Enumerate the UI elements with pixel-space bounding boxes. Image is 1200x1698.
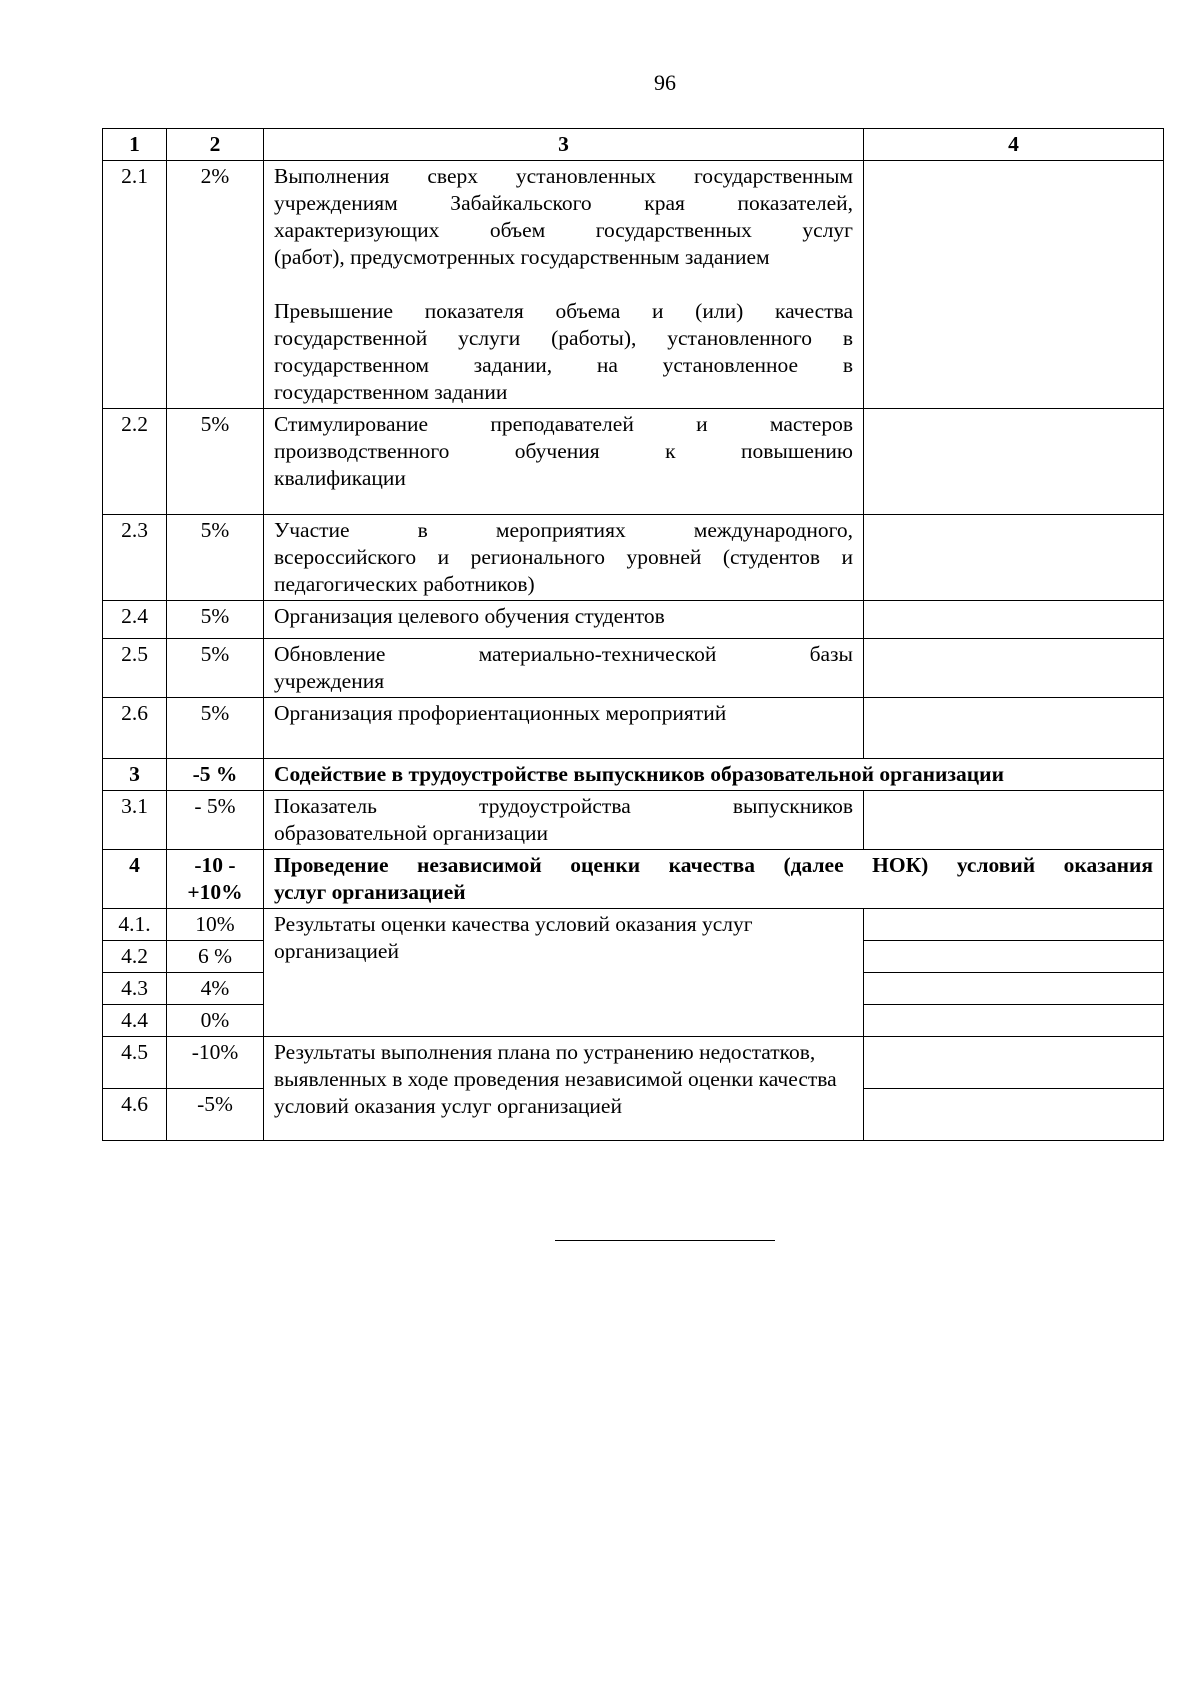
row-number: 4.4 [103,1005,167,1037]
percent-line: -10 - [194,853,236,877]
text-line: характеризующих объем государственных услуг [274,218,853,242]
row-description [264,409,864,515]
header-col-4: 4 [864,129,1164,161]
section-title: Содействие в трудоустройстве выпускников образовательной организации [264,759,1164,791]
row-empty-cell [864,973,1164,1005]
section-title [264,850,1164,909]
row-percent: 5% [167,515,264,601]
text-line: Участие в мероприятиях международного, [274,518,853,542]
row-empty-cell [864,639,1164,698]
text-line: Обновление материально-технической базы [274,642,853,666]
text-line: Показатель трудоустройства выпускников [274,794,853,818]
row-description [264,639,864,698]
row-empty-cell [864,515,1164,601]
text-line: производственного обучения к повышению [274,439,853,463]
row-number: 3.1 [103,791,167,850]
row-number: 2.2 [103,409,167,515]
text-line: учреждения [274,669,385,693]
row-number: 4.1. [103,909,167,941]
row-number: 2.1 [103,161,167,409]
row-percent: -5% [167,1089,264,1141]
text-line: Проведение независимой оценки качества (далее НОК) условий оказания [274,853,1153,877]
table-row [103,791,1164,850]
text-line: Стимулирование преподавателей и мастеров [274,412,853,436]
row-percent: 5% [167,639,264,698]
percent-line: +10% [187,880,243,904]
table-header-row [103,129,1164,161]
row-number: 4.3 [103,973,167,1005]
text-line: педагогических работников) [274,572,535,596]
header-col-2: 2 [167,129,264,161]
table-row [103,161,1164,409]
row-number: 4.6 [103,1089,167,1141]
text-line: образовательной организации [274,821,548,845]
row-empty-cell [864,941,1164,973]
table-row [103,515,1164,601]
text-line: государственной услуги (работы), установленного в [274,326,853,350]
row-empty-cell [864,409,1164,515]
table-row [103,601,1164,639]
section-percent: -5 % [167,759,264,791]
row-empty-cell [864,909,1164,941]
table-section-row [103,759,1164,791]
text-line: учреждениям Забайкальского края показателей, [274,191,853,215]
row-percent: 4% [167,973,264,1005]
row-number: 2.4 [103,601,167,639]
row-description: Организация профориентационных мероприятий [264,698,864,759]
row-percent: - 5% [167,791,264,850]
table-row [103,409,1164,515]
row-description: Результаты оценки качества условий оказания услуг организацией [264,909,864,1037]
row-percent: 10% [167,909,264,941]
row-empty-cell [864,601,1164,639]
row-empty-cell [864,1089,1164,1141]
table-section-row [103,850,1164,909]
header-col-1: 1 [103,129,167,161]
row-percent: 2% [167,161,264,409]
row-number: 4.5 [103,1037,167,1089]
text-line: Превышение показателя объема и (или) качества [274,299,853,323]
table-row [103,639,1164,698]
row-percent: 5% [167,409,264,515]
text-line: государственном задании, на установленное в [274,353,853,377]
section-number: 3 [103,759,167,791]
header-col-3: 3 [264,129,864,161]
table-row [103,1037,1164,1089]
text-line: государственном задании [274,380,508,404]
row-description [264,515,864,601]
row-number: 4.2 [103,941,167,973]
row-percent: -10% [167,1037,264,1089]
section-percent [167,850,264,909]
row-description [264,791,864,850]
criteria-table [102,128,1164,1141]
text-line: всероссийского и регионального уровней (студентов и [274,545,853,569]
row-empty-cell [864,791,1164,850]
row-number: 2.6 [103,698,167,759]
row-description [264,161,864,409]
text-line: Выполнения сверх установленных государственным [274,164,853,188]
end-separator-line [555,1240,775,1241]
row-percent: 5% [167,601,264,639]
row-number: 2.3 [103,515,167,601]
text-line: услуг организацией [274,880,466,904]
section-number: 4 [103,850,167,909]
row-empty-cell [864,1005,1164,1037]
page-number: 96 [654,70,676,95]
table-row [103,698,1164,759]
row-percent: 5% [167,698,264,759]
table-row [103,909,1164,941]
text-line: квалификации [274,466,406,490]
text-line: (работ), предусмотренных государственным заданием [274,245,770,269]
row-number: 2.5 [103,639,167,698]
row-empty-cell [864,1037,1164,1089]
row-percent: 6 % [167,941,264,973]
row-percent: 0% [167,1005,264,1037]
row-empty-cell [864,698,1164,759]
row-empty-cell [864,161,1164,409]
row-description: Организация целевого обучения студентов [264,601,864,639]
row-description: Результаты выполнения плана по устранению недостатков, выявленных в ходе проведения независимой оценки качества условий оказания услуг организацией [264,1037,864,1141]
